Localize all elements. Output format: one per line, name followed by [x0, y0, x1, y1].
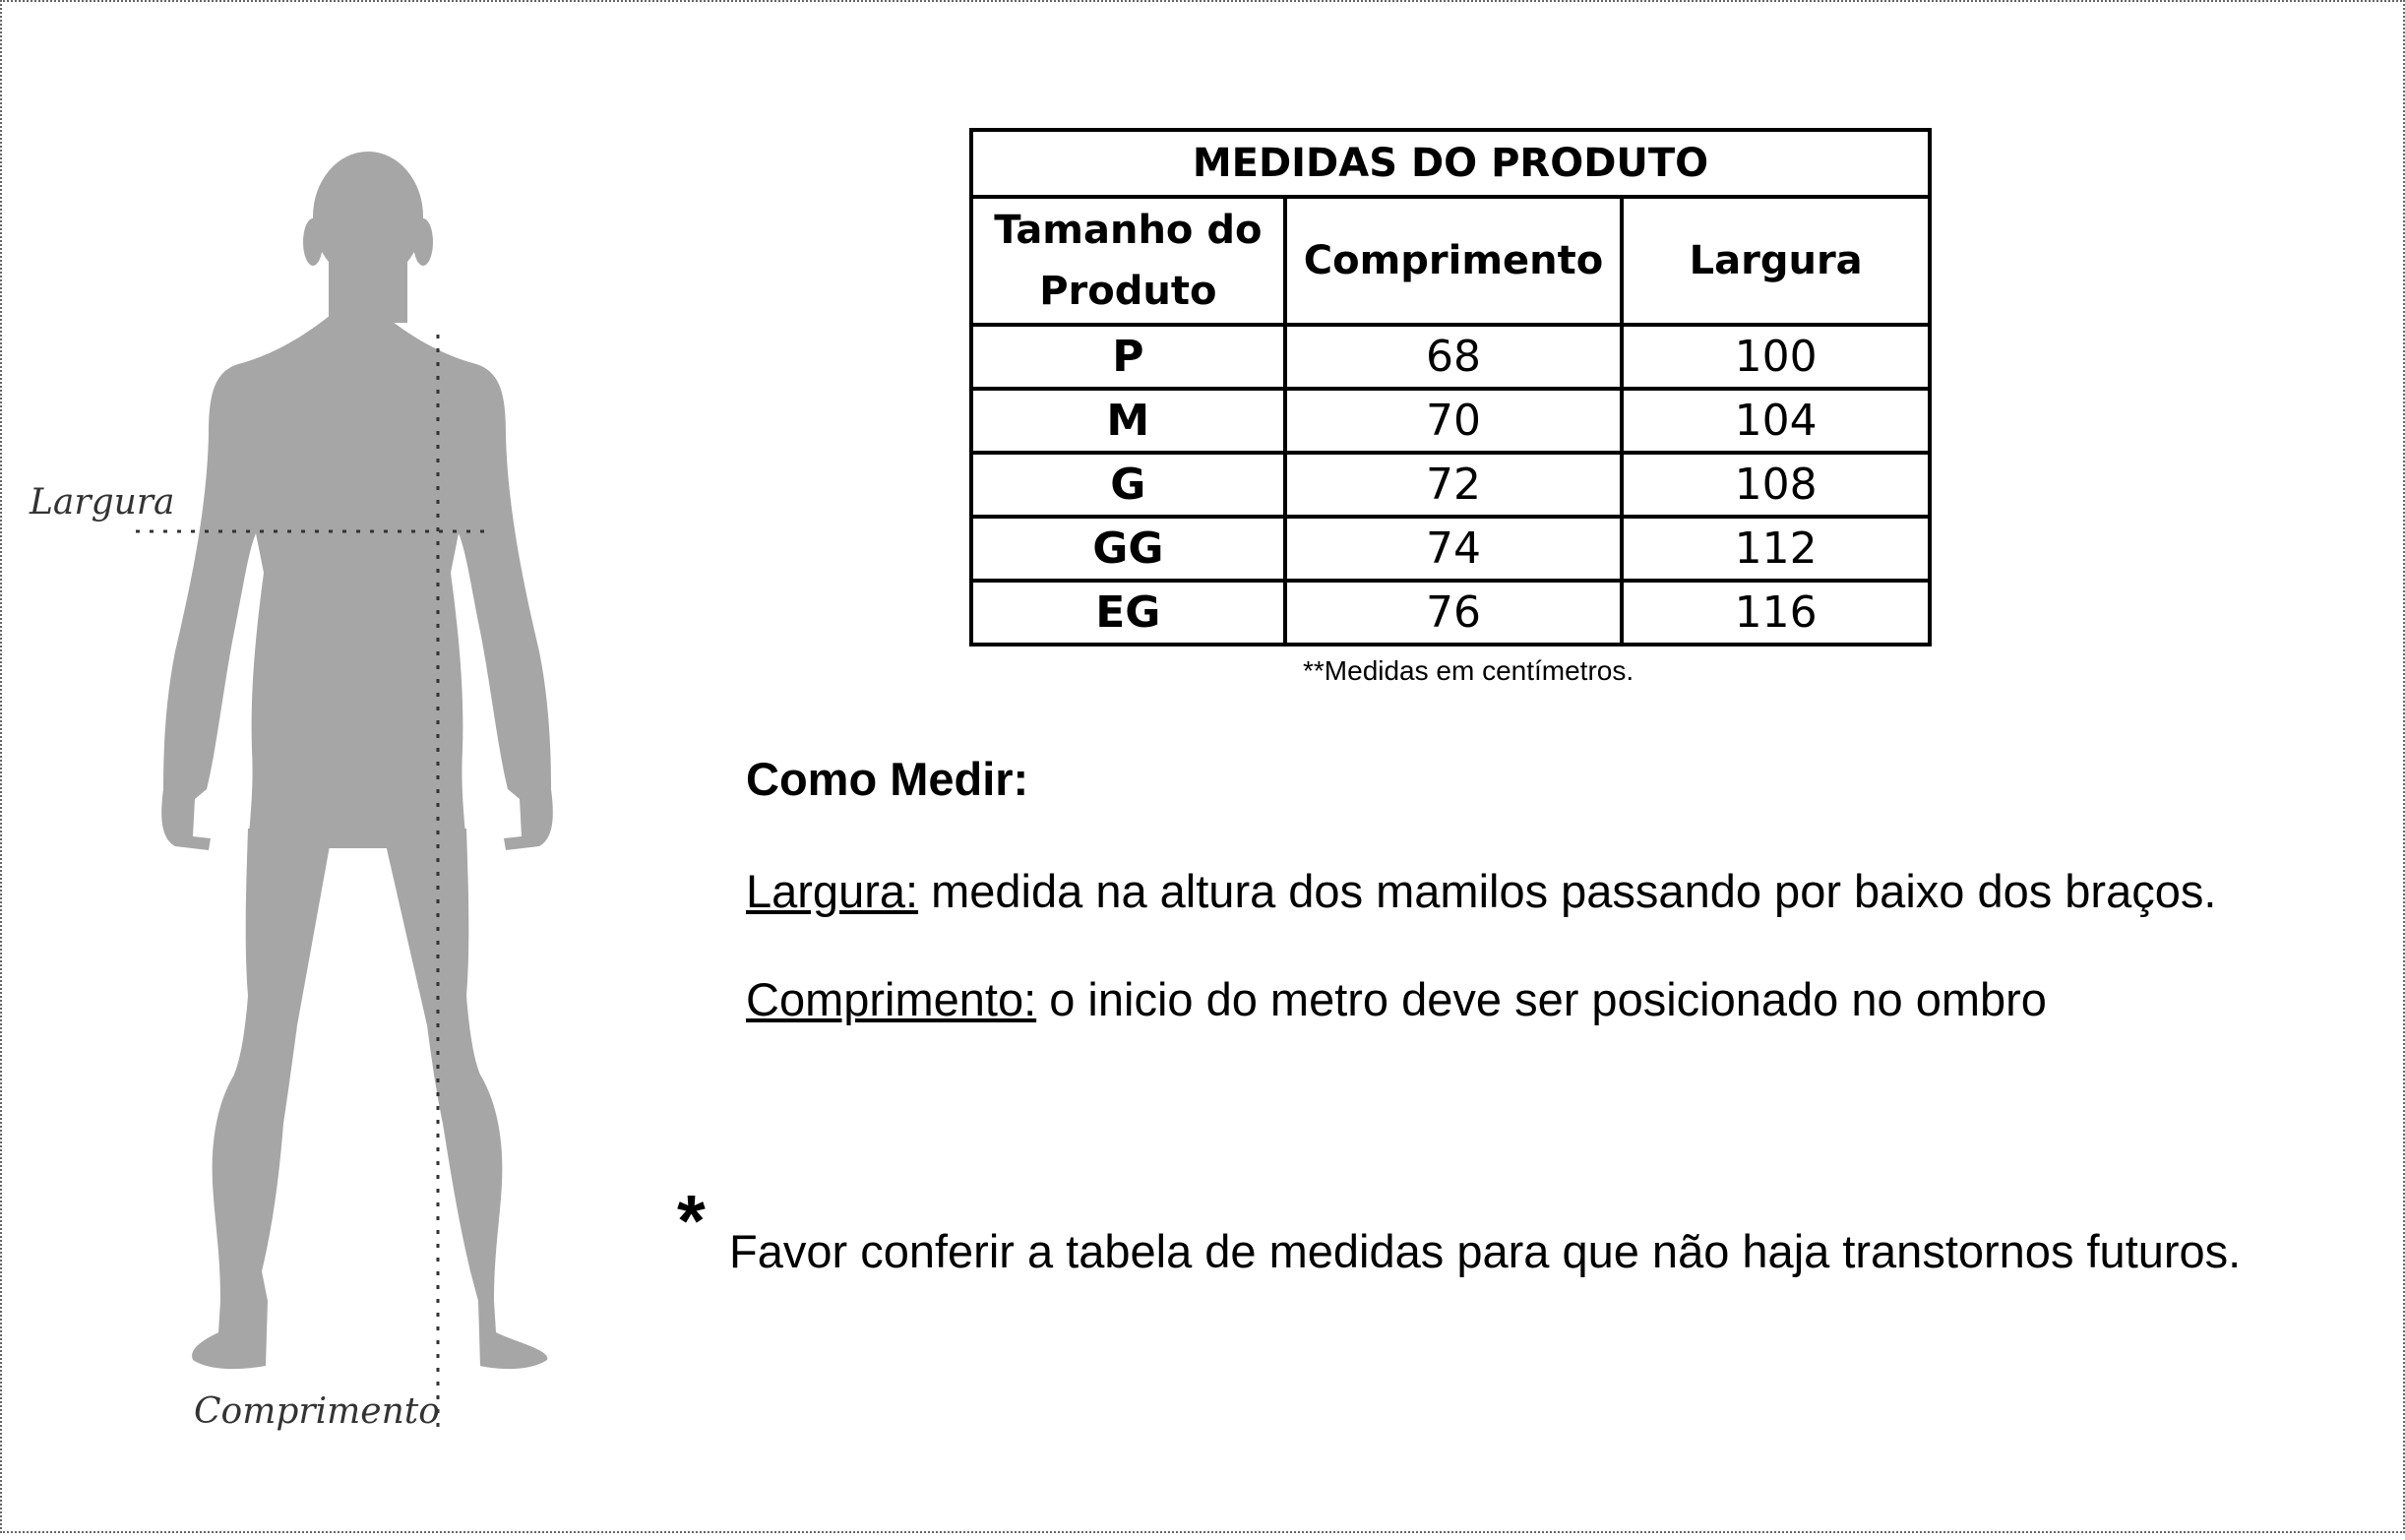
size-cell: G: [971, 453, 1285, 517]
table-row: [971, 517, 1930, 581]
instruction-length-text: o inicio do metro deve ser posicionado no ombro: [1049, 973, 2047, 1025]
table-row: [971, 325, 1930, 389]
length-cell: 68: [1285, 325, 1623, 389]
width-cell: 100: [1622, 325, 1930, 389]
length-label: Comprimento: [194, 1391, 440, 1432]
body-silhouette: [2, 2, 632, 1535]
size-cell: M: [971, 389, 1285, 453]
instruction-width: [746, 864, 2216, 918]
table-row: [971, 453, 1930, 517]
table-row: [971, 581, 1930, 645]
length-cell: 76: [1285, 581, 1623, 645]
header-length: Comprimento: [1285, 197, 1623, 325]
instruction-length: [746, 972, 2047, 1026]
width-cell: 104: [1622, 389, 1930, 453]
silhouette-shape: [161, 152, 553, 1369]
size-cell: P: [971, 325, 1285, 389]
width-label: Largura: [30, 482, 175, 523]
length-cell: 72: [1285, 453, 1623, 517]
asterisk-mark: *: [677, 1180, 706, 1262]
width-cell: 116: [1622, 581, 1930, 645]
size-cell: GG: [971, 517, 1285, 581]
instruction-length-term: Comprimento:: [746, 973, 1037, 1025]
body-figure: [2, 2, 632, 1535]
instruction-width-term: Largura:: [746, 865, 919, 917]
instruction-width-text: medida na altura dos mamilos passando por baixo dos braços.: [931, 865, 2217, 917]
size-table: [969, 128, 1932, 647]
table-title: MEDIDAS DO PRODUTO: [971, 130, 1930, 197]
width-cell: 112: [1622, 517, 1930, 581]
width-cell: 108: [1622, 453, 1930, 517]
length-cell: 70: [1285, 389, 1623, 453]
length-cell: 74: [1285, 517, 1623, 581]
header-width: Largura: [1622, 197, 1930, 325]
size-cell: EG: [971, 581, 1285, 645]
table-note: **Medidas em centímetros.: [1303, 655, 1634, 686]
how-to-measure-title: Como Medir:: [746, 753, 1029, 805]
footer-warning: Favor conferir a tabela de medidas para que não haja transtornos futuros.: [729, 1225, 2242, 1277]
table-row: [971, 389, 1930, 453]
header-size: Tamanho do Produto: [971, 197, 1285, 325]
